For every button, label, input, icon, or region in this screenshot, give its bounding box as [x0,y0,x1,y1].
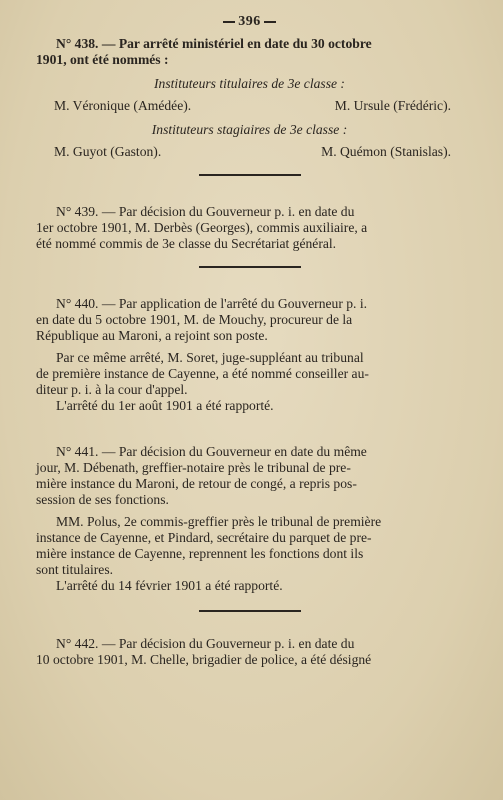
name-entry: M. Guyot (Gaston). [54,144,162,159]
entry-440-line: de première instance de Cayenne, a été nommé conseiller au- [36,366,369,381]
entry-441-line: MM. Polus, 2e commis-greffier près le tribunal de première [56,514,382,529]
entry-441 [36,444,463,594]
section-divider [199,266,301,268]
subheading-titulaires: Instituteurs titulaires de 3e classe : [154,76,345,91]
page-number: 396 [36,14,463,30]
names-row-stagiaires [36,144,463,160]
name-entry: M. Ursule (Frédéric). [334,98,451,113]
entry-440-line: en date du 5 octobre 1901, M. de Mouchy, procureur de la [36,312,353,327]
entry-440-line: Par ce même arrêté, M. Soret, juge-suppléant au tribunal [56,350,364,365]
entry-440-line: diteur p. i. à la cour d'appel. [36,382,188,397]
entry-441-line: jour, M. Débenath, greffier-notaire près le tribunal de pre- [36,460,351,475]
entry-439-line: été nommé commis de 3e classe du Secrétariat général. [36,236,337,251]
names-row-titulaires [36,98,463,114]
entry-438-line: 1901, ont été nommés : [36,52,169,67]
entry-441-line: session de ses fonctions. [36,492,169,507]
dash-right [264,21,276,23]
entry-440-line: L'arrêté du 1er août 1901 a été rapporté. [56,398,274,413]
entry-439-line: 1er octobre 1901, M. Derbès (Georges), commis auxiliaire, a [36,220,368,235]
entry-440-line: N° 440. — Par application de l'arrêté du Gouverneur p. i. [56,296,368,311]
entry-440 [36,296,463,414]
entry-441-line: sont titulaires. [36,562,114,577]
entry-439 [36,204,463,252]
section-divider [199,174,301,176]
entry-441-line: L'arrêté du 14 février 1901 a été rapporté. [56,578,283,593]
subheading-stagiaires: Instituteurs stagiaires de 3e classe : [151,122,348,137]
entry-441-line: instance de Cayenne, et Pindard, secrétaire du parquet de pre- [36,530,372,545]
entry-439-line: N° 439. — Par décision du Gouverneur p. i. en date du [56,204,355,219]
entry-442-line: 10 octobre 1901, M. Chelle, brigadier de police, a été désigné [36,652,372,667]
entry-442-line: N° 442. — Par décision du Gouverneur p. i. en date du [56,636,355,651]
name-entry: M. Quémon (Stanislas). [321,144,451,159]
entry-441-line: mière instance du Maroni, de retour de congé, a repris pos- [36,476,357,491]
dash-left [223,21,235,23]
name-entry: M. Véronique (Amédée). [54,98,192,113]
entry-438-line: N° 438. — Par arrêté ministériel en date du 30 octobre [56,36,372,51]
entry-442 [36,636,463,668]
section-divider [199,610,301,612]
entry-441-line: mière instance de Cayenne, reprennent les fonctions dont ils [36,546,364,561]
entry-438 [36,36,463,160]
entry-440-line: République au Maroni, a rejoint son poste. [36,328,268,343]
entry-441-line: N° 441. — Par décision du Gouverneur en date du même [56,444,367,459]
